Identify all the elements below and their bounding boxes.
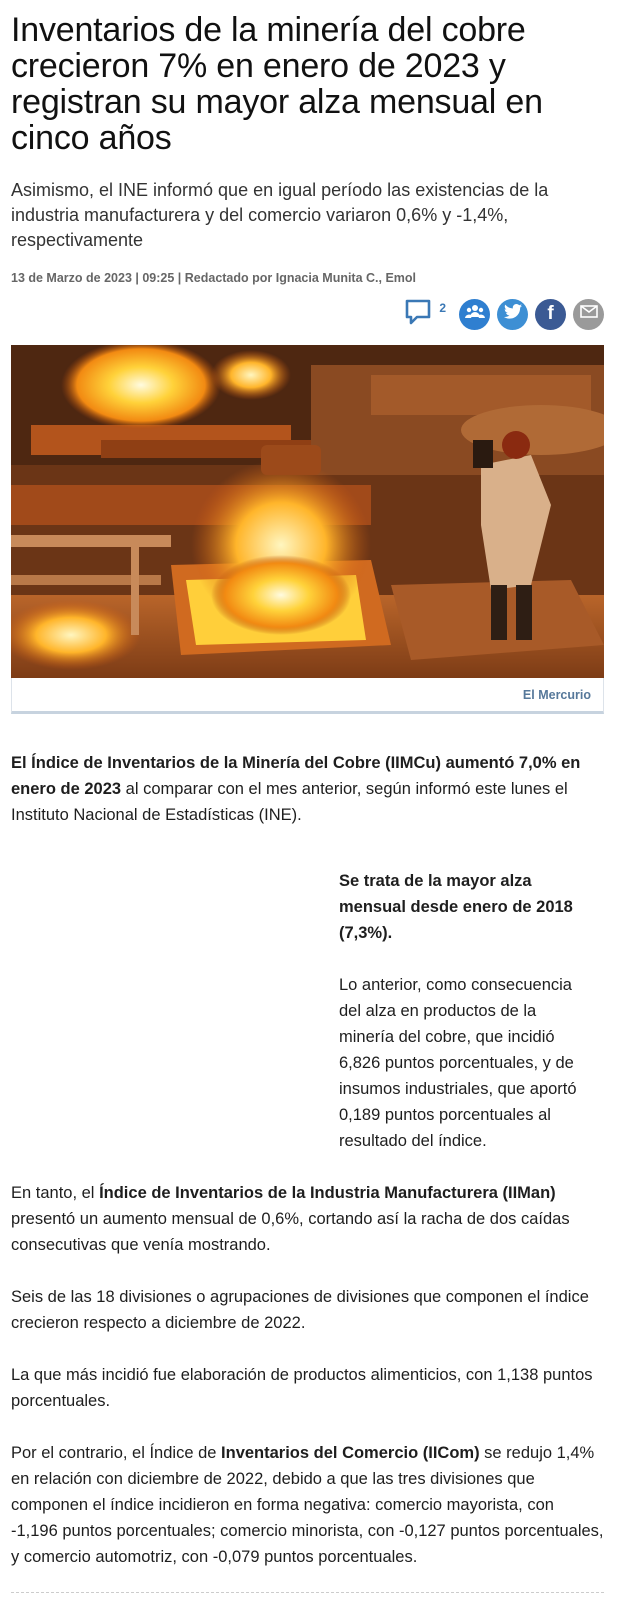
twitter-share-button[interactable] xyxy=(497,299,528,330)
comment-icon xyxy=(405,299,431,330)
paragraph-1 xyxy=(11,750,604,828)
paragraph-2-text: presentó un aumento mensual de 0,6%, cortando así la racha de dos caídas consecutivas que venía mostrando. xyxy=(11,1210,570,1254)
community-share-button[interactable] xyxy=(459,299,490,330)
comment-count: 2 xyxy=(439,300,446,315)
paragraph-2-bold: Índice de Inventarios de la Industria Manufacturera (IIMan) xyxy=(99,1184,556,1202)
envelope-icon xyxy=(580,305,598,323)
photo-caption xyxy=(11,678,604,714)
paragraph-5-text: se redujo 1,4% en relación con diciembre de 2022, debido a que las tres divisiones que componen el índice incidieron en forma negativa: comercio mayorista, con -1,196 puntos porcentuales; comercio minorista, con -0,127 puntos porcentuales, y comercio automotriz, con -0,079 puntos porcentuales. xyxy=(11,1444,604,1566)
paragraph-5 xyxy=(11,1440,604,1570)
comments-button[interactable] xyxy=(405,299,446,330)
article-photo xyxy=(11,345,604,678)
people-icon xyxy=(465,304,485,325)
paragraph-1-bold: El Índice de Inventarios de la Minería del Cobre (IIMCu) aumentó 7,0% en enero de 2023 xyxy=(11,754,581,798)
article xyxy=(11,0,604,1570)
section-divider xyxy=(11,1592,604,1593)
twitter-icon xyxy=(504,304,522,324)
paragraph-2 xyxy=(11,1180,604,1258)
paragraph-1-text: al comparar con el mes anterior, según informó este lunes el Instituto Nacional de Estadísticas (INE). xyxy=(11,780,568,824)
paragraph-2-intro: En tanto, el xyxy=(11,1184,100,1202)
paragraph-3: Seis de las 18 divisiones o agrupaciones de divisiones que componen el índice crecieron respecto a diciembre de 2022. xyxy=(11,1288,589,1332)
article-body xyxy=(11,750,604,1570)
pull-quote-text: Lo anterior, como consecuencia del alza en productos de la minería del cobre, que incidió 6,826 puntos porcentuales, y de insumos industriales, que aportó 0,189 puntos porcentuales al resultado del índice. xyxy=(339,976,577,1150)
paragraph-5-bold: Inventarios del Comercio (IICom) xyxy=(221,1444,480,1462)
facebook-icon: f xyxy=(547,303,554,324)
pull-quote xyxy=(339,868,594,1154)
article-title: Inventarios de la minería del cobre crecieron 7% en enero de 2023 y registran su mayor alza mensual en cinco años xyxy=(11,11,543,157)
smelter-illustration xyxy=(11,345,604,678)
facebook-share-button[interactable] xyxy=(535,299,566,330)
photo-credit: El Mercurio xyxy=(522,687,591,702)
paragraph-5-intro: Por el contrario, el Índice de xyxy=(11,1444,222,1462)
article-subtitle: Asimismo, el INE informó que en igual período las existencias de la industria manufacturera y del comercio variaron 0,6% y -1,4%, respectivamente xyxy=(11,180,549,250)
article-byline: 13 de Marzo de 2023 | 09:25 | Redactado por Ignacia Munita C., Emol xyxy=(11,271,417,285)
share-bar xyxy=(11,297,604,331)
pull-quote-highlight: Se trata de la mayor alza mensual desde enero de 2018 (7,3%). xyxy=(339,872,573,942)
email-share-button[interactable] xyxy=(573,299,604,330)
paragraph-4: La que más incidió fue elaboración de productos alimenticios, con 1,138 puntos porcentuales. xyxy=(11,1366,593,1410)
